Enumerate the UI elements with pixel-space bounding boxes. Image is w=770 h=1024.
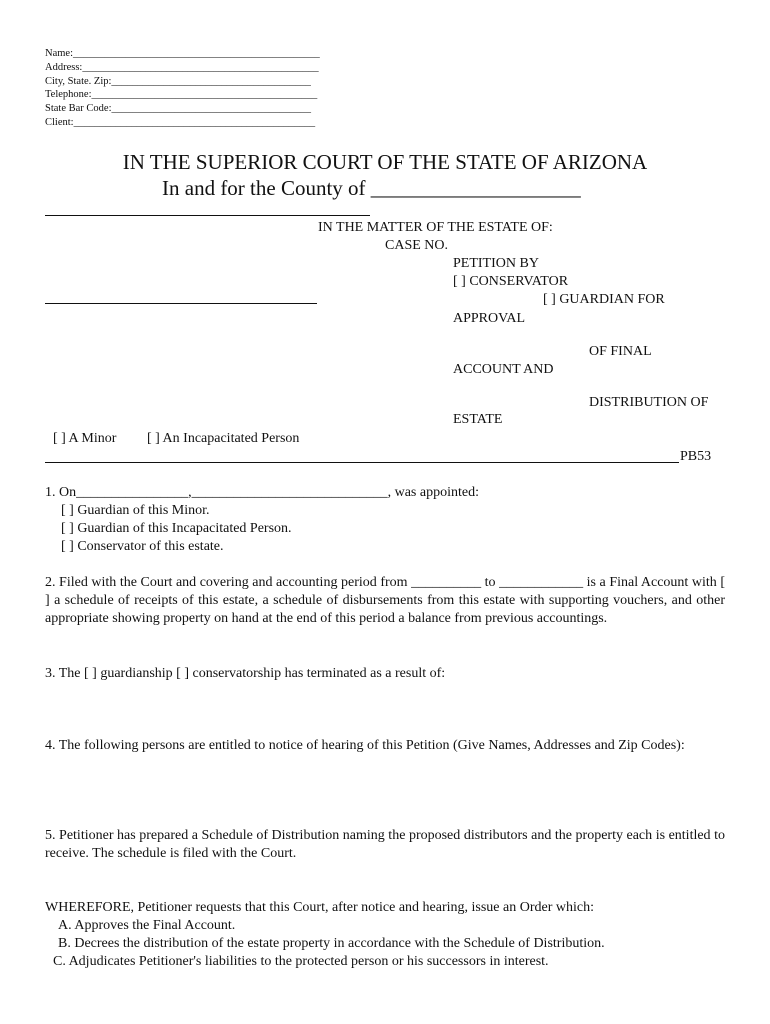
- minor-checkbox-label: [ ] A Minor: [53, 431, 117, 446]
- guardian-checkbox-label: [ ] GUARDIAN FOR: [543, 292, 665, 307]
- paragraph-1: 1. On________________,____________________________, was appointed:: [45, 485, 479, 500]
- conservator-checkbox-label: [ ] CONSERVATOR: [453, 274, 569, 289]
- request-b: B. Decrees the distribution of the estate property in accordance with the Schedule of Distribution.: [58, 936, 605, 951]
- estate-label: ESTATE: [453, 412, 503, 427]
- distribution-of-label: DISTRIBUTION OF: [589, 395, 709, 410]
- wherefore-clause: WHEREFORE, Petitioner requests that this Court, after notice and hearing, issue an Order which:: [45, 900, 594, 915]
- paragraph-3: 3. The [ ] guardianship [ ] conservatorship has terminated as a result of:: [45, 666, 446, 681]
- petition-by-label: PETITION BY: [453, 256, 539, 271]
- account-and-label: ACCOUNT AND: [453, 362, 554, 377]
- estate-name-rule: [45, 303, 317, 304]
- paragraph-2: 2. Filed with the Court and covering and accounting period from __________ to ____________ is a Final Account with [ ] a schedule of receipts of this estate, a schedule of disbursements from this estate with supporting vouchers, and other appropriate showing property on hand at the end of this period a balance from previous accountings.: [45, 575, 725, 626]
- form-code: PB53: [680, 449, 712, 464]
- header-state-bar-code: State Bar Code:______________________________________: [45, 103, 311, 114]
- court-title: IN THE SUPERIOR COURT OF THE STATE OF ARIZONA: [122, 150, 648, 174]
- request-a: A. Approves the Final Account.: [58, 918, 236, 933]
- header-client: Client:______________________________________________: [45, 117, 316, 128]
- caption-bottom-rule: [45, 462, 679, 463]
- header-name: Name:_______________________________________________: [45, 48, 320, 59]
- header-telephone: Telephone:___________________________________________: [45, 89, 318, 100]
- approval-label: APPROVAL: [453, 311, 526, 326]
- option-conservator: [ ] Conservator of this estate.: [61, 539, 224, 554]
- option-guardian-minor: [ ] Guardian of this Minor.: [61, 503, 210, 518]
- matter-heading: IN THE MATTER OF THE ESTATE OF:: [318, 220, 553, 235]
- paragraph-5: 5. Petitioner has prepared a Schedule of Distribution naming the proposed distributors and the property each is entitled to receive. The schedule is filed with the Court.: [45, 828, 725, 861]
- header-city-state-zip: City, State. Zip:______________________________________: [45, 76, 311, 87]
- caption-top-rule: [45, 215, 370, 216]
- option-guardian-incapacitated: [ ] Guardian of this Incapacitated Person.: [61, 521, 292, 536]
- request-c: C. Adjudicates Petitioner's liabilities to the protected person or his successors in interest.: [53, 954, 549, 969]
- header-address: Address:_____________________________________________: [45, 62, 319, 73]
- case-number-label: CASE NO.: [385, 238, 449, 253]
- of-final-label: OF FINAL: [589, 344, 652, 359]
- paragraph-4: 4. The following persons are entitled to notice of hearing of this Petition (Give Names, Addresses and Zip Codes):: [45, 738, 685, 753]
- county-title: In and for the County of ____________________: [162, 176, 581, 200]
- incapacitated-checkbox-label: [ ] An Incapacitated Person: [147, 431, 300, 446]
